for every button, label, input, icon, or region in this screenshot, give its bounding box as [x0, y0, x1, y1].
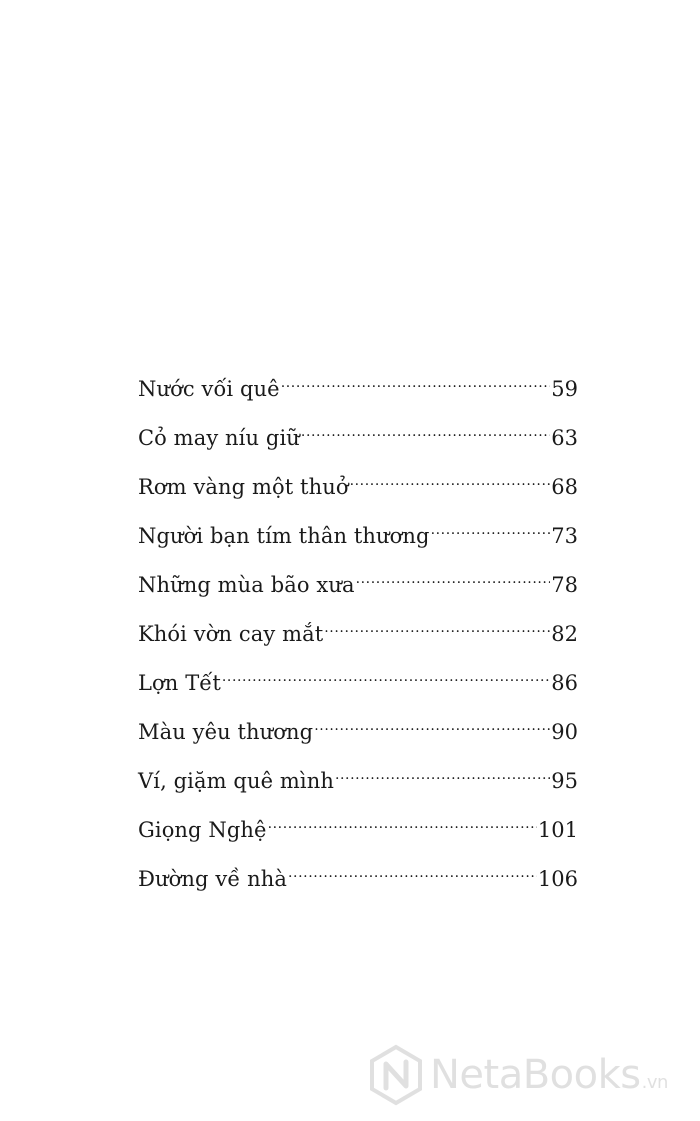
toc-entry-title: Nước vối quê — [138, 377, 280, 401]
toc-entry — [138, 362, 578, 411]
toc-entry — [138, 754, 578, 803]
watermark-suffix: .vn — [641, 1072, 668, 1093]
toc-entry-title: Ví, giặm quê mình — [138, 769, 334, 793]
toc-dot-leader — [431, 509, 551, 543]
table-of-contents — [138, 362, 578, 901]
toc-entry-page: 68 — [551, 475, 578, 499]
toc-dot-leader — [222, 656, 550, 690]
toc-dot-leader — [356, 558, 551, 592]
toc-entry-title: Đường về nhà — [138, 867, 287, 891]
toc-entry-page: 78 — [551, 573, 578, 597]
toc-dot-leader — [301, 411, 550, 445]
toc-entry-title: Lợn Tết — [138, 671, 221, 695]
toc-entry — [138, 803, 578, 852]
toc-entry — [138, 558, 578, 607]
toc-entry — [138, 411, 578, 460]
toc-entry-title: Giọng Nghệ — [138, 818, 267, 842]
toc-entry — [138, 460, 578, 509]
toc-entry-title: Người bạn tím thân thương — [138, 524, 430, 548]
toc-entry — [138, 656, 578, 705]
netabooks-logo-icon — [368, 1044, 424, 1106]
toc-entry-page: 106 — [537, 867, 578, 891]
toc-dot-leader — [335, 754, 550, 788]
watermark-brand: NetaBooks.vn — [430, 1052, 668, 1098]
toc-entry-page: 101 — [537, 818, 578, 842]
toc-entry-page: 86 — [551, 671, 578, 695]
toc-entry-page: 59 — [551, 377, 578, 401]
toc-entry-page: 90 — [551, 720, 578, 744]
toc-entry-title: Rơm vàng một thuở — [138, 475, 349, 499]
toc-entry — [138, 607, 578, 656]
netabooks-watermark — [368, 1040, 688, 1110]
toc-entry — [138, 705, 578, 754]
toc-dot-leader — [288, 852, 537, 886]
toc-entry — [138, 852, 578, 901]
toc-entry-page: 63 — [551, 426, 578, 450]
toc-dot-leader — [314, 705, 550, 739]
toc-entry-page: 73 — [551, 524, 578, 548]
toc-entry-title: Màu yêu thương — [138, 720, 314, 744]
toc-entry-title: Khói vờn cay mắt — [138, 622, 324, 646]
toc-entry-page: 82 — [551, 622, 578, 646]
toc-entry-title: Những mùa bão xưa — [138, 573, 355, 597]
toc-dot-leader — [350, 460, 551, 494]
toc-entry-page: 95 — [551, 769, 578, 793]
toc-dot-leader — [281, 362, 551, 396]
toc-dot-leader — [324, 607, 550, 641]
toc-entry-title: Cỏ may níu giữ — [138, 426, 300, 450]
toc-dot-leader — [268, 803, 537, 837]
toc-entry — [138, 509, 578, 558]
